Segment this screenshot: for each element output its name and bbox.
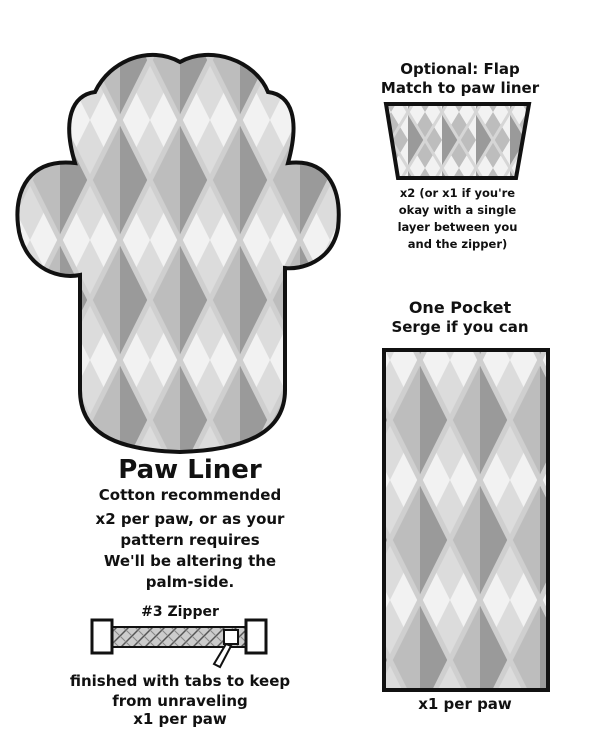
- zipper-illustration: [92, 620, 266, 667]
- zipper-note-2: from unraveling: [112, 692, 248, 710]
- flap-note-4: and the zipper): [407, 237, 508, 251]
- paw-liner-piece: [17, 55, 338, 452]
- flap-title-1: Optional: Flap: [400, 60, 520, 78]
- flap-note-1: x2 (or x1 if you're: [399, 186, 516, 200]
- paw-liner-note-2: pattern requires: [120, 531, 260, 549]
- paw-liner-note-4: palm-side.: [145, 573, 235, 591]
- paw-liner-title: Paw Liner: [118, 455, 262, 485]
- paw-liner-note-1: x2 per paw, or as your: [95, 510, 285, 528]
- zipper-note-1: finished with tabs to keep: [69, 672, 291, 690]
- flap-note-3: layer between you: [397, 220, 518, 234]
- pocket-piece: [384, 350, 548, 690]
- flap-title-2: Match to paw liner: [380, 79, 540, 97]
- pocket-title-1: One Pocket: [408, 298, 512, 317]
- zipper-title: #3 Zipper: [141, 604, 219, 620]
- flap-piece: [386, 104, 529, 178]
- zipper-note-3: x1 per paw: [133, 710, 227, 728]
- pocket-title-2: Serge if you can: [391, 318, 529, 336]
- pocket-note: x1 per paw: [418, 695, 512, 713]
- flap-note-2: okay with a single: [398, 203, 517, 217]
- zipper-tab-right: [246, 620, 266, 653]
- zipper-tab-left: [92, 620, 112, 653]
- paw-liner-subtitle: Cotton recommended: [98, 486, 282, 504]
- paw-liner-note-3: We'll be altering the: [103, 552, 277, 570]
